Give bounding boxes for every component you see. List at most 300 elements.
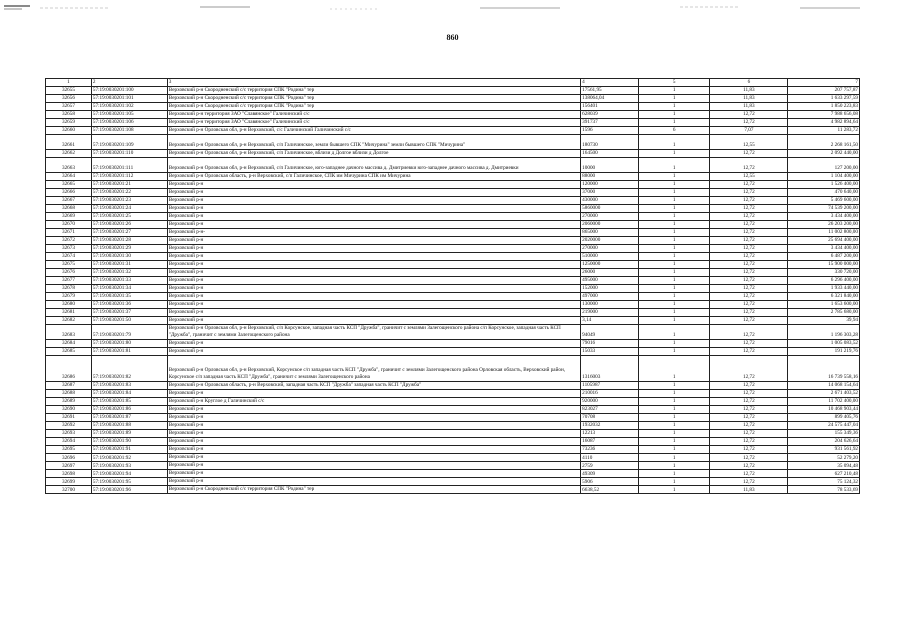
area-value: 6638,52 <box>581 486 639 494</box>
address: Верховский р-н <box>167 268 580 276</box>
table-row <box>46 244 860 252</box>
cadastral-value: 6 487 200,00 <box>788 252 860 260</box>
address: Верховский р-н <box>167 430 580 438</box>
coefficient: 1 <box>638 292 710 300</box>
rate-value: 12,72 <box>710 157 788 172</box>
cadastral-number: 57:19:0030201:88 <box>91 422 167 430</box>
address: Верховский р-н <box>167 220 580 228</box>
rate-value: 12,55 <box>710 172 788 180</box>
area-value: 2020000 <box>581 236 639 244</box>
coefficient: 1 <box>638 454 710 462</box>
rate-value: 11,83 <box>710 102 788 110</box>
col-header-1: 1 <box>46 79 92 87</box>
coefficient: 1 <box>638 110 710 118</box>
address: Верховский р-н Скородненский с/с территория СПК "Родина" тер <box>167 86 580 94</box>
cadastral-value: 3 434 400,00 <box>788 212 860 220</box>
rate-value: 12,72 <box>710 382 788 390</box>
area-value: 130000 <box>581 300 639 308</box>
table-row <box>46 149 860 157</box>
cadastral-number: 57:19:0030201:27 <box>91 228 167 236</box>
address: Верховский р-н <box>167 308 580 316</box>
table-row <box>46 118 860 126</box>
area-value: 2060000 <box>581 220 639 228</box>
area-value: 180730 <box>581 134 639 149</box>
area-value: 164500 <box>581 149 639 157</box>
row-number: 32694 <box>46 438 92 446</box>
cadastral-value: 1 005 083,52 <box>788 340 860 348</box>
coefficient: 1 <box>638 348 710 356</box>
cadastral-number: 57:19:0030201:84 <box>91 390 167 398</box>
address: Верховский р-н <box>167 180 580 188</box>
cadastral-value: 2 268 161,50 <box>788 134 860 149</box>
table-row <box>46 462 860 470</box>
cadastral-value: 2 092 440,00 <box>788 149 860 157</box>
address: Верховский р-н Орловская обл, р-н Верховский, с/п Галичинское, юго-западнее дачного массива д. Дмитриевки юго-западнее дачного массива д. Дмитриевки <box>167 157 580 172</box>
row-number: 32667 <box>46 196 92 204</box>
rate-value: 12,72 <box>710 348 788 356</box>
cadastral-value: 11 283,72 <box>788 126 860 134</box>
cadastral-value: 899 405,76 <box>788 414 860 422</box>
table-row <box>46 260 860 268</box>
coefficient: 1 <box>638 220 710 228</box>
area-value: 156401 <box>581 102 639 110</box>
table-row <box>46 438 860 446</box>
cadastral-number: 57:19:0030201:106 <box>91 118 167 126</box>
coefficient: 1 <box>638 118 710 126</box>
cadastral-number: 57:19:0030201:109 <box>91 134 167 149</box>
address: Верховский р-н <box>167 438 580 446</box>
address: Верховский р-н <box>167 300 580 308</box>
rate-value: 11,83 <box>710 94 788 102</box>
cadastral-value: 204 626,64 <box>788 438 860 446</box>
table-row <box>46 356 860 382</box>
cadastral-number: 57:19:0030201:28 <box>91 236 167 244</box>
cadastral-value: 6 296 400,00 <box>788 276 860 284</box>
coefficient: 1 <box>638 268 710 276</box>
address: Верховский р-н <box>167 196 580 204</box>
row-number: 32685 <box>46 348 92 356</box>
coefficient: 1 <box>638 188 710 196</box>
coefficient: 1 <box>638 196 710 204</box>
row-number: 32656 <box>46 94 92 102</box>
coefficient: 1 <box>638 446 710 454</box>
rate-value: 12,72 <box>710 196 788 204</box>
table-row <box>46 252 860 260</box>
cadastral-value: 1 933 440,00 <box>788 284 860 292</box>
cadastral-value: 1 850 223,83 <box>788 102 860 110</box>
coefficient: 1 <box>638 340 710 348</box>
col-header-5: 5 <box>638 79 710 87</box>
area-value: 70708 <box>581 414 639 422</box>
area-value: 430000 <box>581 196 639 204</box>
cadastral-value: 11 002 800,00 <box>788 228 860 236</box>
cadastral-number: 57:19:0030201:81 <box>91 348 167 356</box>
table-row <box>46 348 860 356</box>
address: Верховский р-н- <box>167 228 580 236</box>
area-value: 17561,95 <box>581 86 639 94</box>
row-number: 32673 <box>46 244 92 252</box>
address: Верховский р-н Орловская обл, р-н Верховский, с/п Галичинское, вблизи д Долгое вблизи д Долгое <box>167 149 580 157</box>
row-number: 32665 <box>46 180 92 188</box>
area-value: 94049 <box>581 325 639 340</box>
rate-value: 12,72 <box>710 446 788 454</box>
table-row <box>46 422 860 430</box>
cadastral-value: 1 653 600,00 <box>788 300 860 308</box>
cadastral-number: 57:19:0030201:108 <box>91 126 167 134</box>
coefficient: 1 <box>638 462 710 470</box>
row-number: 32672 <box>46 236 92 244</box>
row-number: 32690 <box>46 406 92 414</box>
cadastral-value: 7 988 656,08 <box>788 110 860 118</box>
address: Верховский р-н <box>167 260 580 268</box>
cadastral-value: 39,94 <box>788 316 860 324</box>
rate-value: 12,72 <box>710 220 788 228</box>
coefficient: 1 <box>638 134 710 149</box>
cadastral-number: 57:19:0030201:37 <box>91 308 167 316</box>
row-number: 32674 <box>46 252 92 260</box>
rate-value: 12,72 <box>710 390 788 398</box>
rate-value: 12,72 <box>710 325 788 340</box>
rate-value: 12,72 <box>710 470 788 478</box>
cadastral-number: 57:19:0030201:93 <box>91 462 167 470</box>
rate-value: 12,72 <box>710 356 788 382</box>
table-row <box>46 204 860 212</box>
area-value: 49309 <box>581 470 639 478</box>
cadastral-value: 2 785 680,00 <box>788 308 860 316</box>
cadastral-value: 14 068 154,64 <box>788 382 860 390</box>
coefficient: 1 <box>638 284 710 292</box>
area-value: 270000 <box>581 212 639 220</box>
cadastral-number: 57:19:0030201:82 <box>91 356 167 382</box>
cadastral-value: 35 094,48 <box>788 462 860 470</box>
address: Верховский р-н <box>167 252 580 260</box>
cadastral-value: 191 219,76 <box>788 348 860 356</box>
row-number: 32662 <box>46 149 92 157</box>
address: Верховский р-н <box>167 454 580 462</box>
row-number: 32669 <box>46 212 92 220</box>
area-value: 628039 <box>581 110 639 118</box>
table-header-row <box>46 79 860 87</box>
coefficient: 1 <box>638 94 710 102</box>
row-number: 32697 <box>46 462 92 470</box>
coefficient: 1 <box>638 276 710 284</box>
row-number: 32655 <box>46 86 92 94</box>
address: Верховский р-н <box>167 284 580 292</box>
rate-value: 12,72 <box>710 438 788 446</box>
coefficient: 1 <box>638 308 710 316</box>
address: Верховский р-н <box>167 188 580 196</box>
cadastral-number: 57:19:0030201:80 <box>91 340 167 348</box>
cadastral-value: 2 671 403,52 <box>788 390 860 398</box>
rate-value: 12,72 <box>710 188 788 196</box>
rate-value: 12,72 <box>710 228 788 236</box>
row-number: 32700 <box>46 486 92 494</box>
area-value: 12213 <box>581 430 639 438</box>
area-value: 26000 <box>581 268 639 276</box>
rate-value: 7,07 <box>710 126 788 134</box>
cadastral-number: 57:19:0030201:85 <box>91 398 167 406</box>
table-row <box>46 284 860 292</box>
row-number: 32670 <box>46 220 92 228</box>
row-number: 32683 <box>46 325 92 340</box>
area-value: 138064,04 <box>581 94 639 102</box>
coefficient: 1 <box>638 260 710 268</box>
row-number: 32686 <box>46 356 92 382</box>
cadastral-number: 57:19:0030201:50 <box>91 316 167 324</box>
area-value: 3,14 <box>581 316 639 324</box>
row-number: 32661 <box>46 134 92 149</box>
rate-value: 12,55 <box>710 134 788 149</box>
cadastral-number: 57:19:0030201:101 <box>91 94 167 102</box>
coefficient: 1 <box>638 316 710 324</box>
row-number: 32666 <box>46 188 92 196</box>
coefficient: 1 <box>638 180 710 188</box>
coefficient: 1 <box>638 398 710 406</box>
cadastral-value: 52 279,20 <box>788 454 860 462</box>
coefficient: 1 <box>638 325 710 340</box>
cadastral-number: 57:19:0030201:89 <box>91 430 167 438</box>
cadastral-value: 931 561,92 <box>788 446 860 454</box>
cadastral-value: 1 196 303,28 <box>788 325 860 340</box>
address: Верховский р-н Орловская обл, р-н Верховский, с/п Галичинское, земли бывшего СПК "Мичурина" земли бывшего СПК "Мичурина" <box>167 134 580 149</box>
area-value: 920000 <box>581 398 639 406</box>
table-row <box>46 110 860 118</box>
cadastral-number: 57:19:0030201:94 <box>91 470 167 478</box>
coefficient: 1 <box>638 438 710 446</box>
area-value: 1316003 <box>581 356 639 382</box>
address: Верховский р-н Орловская обл, р-н Верховский, Корсунское с/п западная часть КСП "Дружба", граничит с землями Залегощенского района Орловская область, Верховский район, Корсунское с/п западная часть КСП "Дружба", граничит с землями Залегощенского района <box>167 356 580 382</box>
address: Верховский р-н <box>167 340 580 348</box>
rate-value: 12,72 <box>710 149 788 157</box>
rate-value: 12,72 <box>710 406 788 414</box>
address: Верховский р-н Круглое д Галичинский с/с <box>167 398 580 406</box>
table-row <box>46 228 860 236</box>
rate-value: 12,72 <box>710 292 788 300</box>
row-number: 32680 <box>46 300 92 308</box>
address: Верховский р-н Скородненский с/с территория СПК "Родина" тер <box>167 102 580 110</box>
address: Верховский р-н <box>167 236 580 244</box>
area-value: 865000 <box>581 228 639 236</box>
table-row <box>46 382 860 390</box>
cadastral-number: 57:19:0030201:79 <box>91 325 167 340</box>
cadastral-number: 57:19:0030201:29 <box>91 244 167 252</box>
cadastral-value: 11 702 400,00 <box>788 398 860 406</box>
address: Верховский р-н <box>167 478 580 486</box>
table-row <box>46 86 860 94</box>
table-row <box>46 430 860 438</box>
row-number: 32664 <box>46 172 92 180</box>
rate-value: 12,72 <box>710 478 788 486</box>
table-row <box>46 470 860 478</box>
table-row <box>46 276 860 284</box>
table-row <box>46 188 860 196</box>
coefficient: 1 <box>638 382 710 390</box>
rate-value: 12,72 <box>710 300 788 308</box>
cadastral-number: 57:19:0030201:86 <box>91 406 167 414</box>
row-number: 32688 <box>46 390 92 398</box>
cadastral-number: 57:19:0030201:31 <box>91 260 167 268</box>
row-number: 32691 <box>46 414 92 422</box>
cadastral-number: 57:19:0030201:32 <box>91 268 167 276</box>
table-row <box>46 196 860 204</box>
scan-header-marks <box>0 0 905 30</box>
table-row <box>46 157 860 172</box>
area-value: 120000 <box>581 180 639 188</box>
coefficient: 1 <box>638 149 710 157</box>
col-header-4: 4 <box>581 79 639 87</box>
cadastral-value: 127 200,00 <box>788 157 860 172</box>
coefficient: 1 <box>638 390 710 398</box>
address: Верховский р-н <box>167 446 580 454</box>
area-value: 4110 <box>581 454 639 462</box>
area-value: 37000 <box>581 188 639 196</box>
area-value: 10000 <box>581 157 639 172</box>
cadastral-value: 207 757,87 <box>788 86 860 94</box>
cadastral-number: 57:19:0030201:36 <box>91 300 167 308</box>
address: Верховский р-н Орловская обл, р-н Верховский, с/п Корсунское, западная часть КСП "Дружба", граничит с землями Залегощенского района с/п Корсунское, западная часть КСП "Дружба", граничит с землями Залегощенского района <box>167 325 580 340</box>
cadastral-number: 57:19:0030201:105 <box>91 110 167 118</box>
table-row <box>46 94 860 102</box>
cadastral-value: 470 640,00 <box>788 188 860 196</box>
table-row <box>46 486 860 494</box>
address: Верховский р-н <box>167 406 580 414</box>
rate-value: 12,72 <box>710 118 788 126</box>
row-number: 32699 <box>46 478 92 486</box>
cadastral-value: 1 526 400,00 <box>788 180 860 188</box>
table-row <box>46 390 860 398</box>
coefficient: 1 <box>638 204 710 212</box>
col-header-2: 2 <box>91 79 167 87</box>
row-number: 32668 <box>46 204 92 212</box>
table-row <box>46 406 860 414</box>
coefficient: 1 <box>638 212 710 220</box>
cadastral-number: 57:19:0030201:35 <box>91 292 167 300</box>
row-number: 32675 <box>46 260 92 268</box>
area-value: 495000 <box>581 276 639 284</box>
row-number: 32693 <box>46 430 92 438</box>
cadastral-number: 57:19:0030201:21 <box>91 180 167 188</box>
area-value: 391737 <box>581 118 639 126</box>
area-value: 16087 <box>581 438 639 446</box>
area-value: 1932032 <box>581 422 639 430</box>
table-row <box>46 292 860 300</box>
row-number: 32658 <box>46 110 92 118</box>
coefficient: 1 <box>638 228 710 236</box>
area-value: 1250000 <box>581 260 639 268</box>
col-header-7: 7 <box>788 79 860 87</box>
cadastral-number: 57:19:0030201:33 <box>91 276 167 284</box>
cadastral-number: 57:19:0030201:30 <box>91 252 167 260</box>
rate-value: 12,72 <box>710 462 788 470</box>
area-value: 2759 <box>581 462 639 470</box>
area-value: 497000 <box>581 292 639 300</box>
rate-value: 11,83 <box>710 86 788 94</box>
coefficient: 1 <box>638 300 710 308</box>
cadastral-value: 1 104 400,00 <box>788 172 860 180</box>
coefficient: 1 <box>638 236 710 244</box>
row-number: 32671 <box>46 228 92 236</box>
row-number: 32660 <box>46 126 92 134</box>
area-value: 88000 <box>581 172 639 180</box>
rate-value: 12,72 <box>710 398 788 406</box>
address: Верховский р-н <box>167 422 580 430</box>
rate-value: 12,72 <box>710 236 788 244</box>
address: Верховский р-н <box>167 212 580 220</box>
table-row <box>46 446 860 454</box>
rate-value: 12,72 <box>710 284 788 292</box>
address: Верховский р-н <box>167 316 580 324</box>
table-row <box>46 220 860 228</box>
cadastral-number: 57:19:0030201:87 <box>91 414 167 422</box>
table-row <box>46 325 860 340</box>
rate-value: 12,72 <box>710 430 788 438</box>
coefficient: 1 <box>638 86 710 94</box>
address: Верховский р-н территория ЗАО "Славянское" Галичинский с/с <box>167 118 580 126</box>
page-number: 860 <box>446 33 459 42</box>
table-row <box>46 454 860 462</box>
coefficient: 1 <box>638 244 710 252</box>
table-row <box>46 236 860 244</box>
cadastral-value: 15 900 000,00 <box>788 260 860 268</box>
cadastral-value: 25 694 400,00 <box>788 236 860 244</box>
row-number: 32678 <box>46 284 92 292</box>
coefficient: 1 <box>638 406 710 414</box>
area-value: 79016 <box>581 340 639 348</box>
area-value: 219000 <box>581 308 639 316</box>
cadastral-number: 57:19:0030201:102 <box>91 102 167 110</box>
address: Верховский р-н Скородненский с/с территория СПК "Родина" тер <box>167 486 580 494</box>
row-number: 32682 <box>46 316 92 324</box>
cadastral-number: 57:19:0030201:83 <box>91 382 167 390</box>
address: Верховский р-н <box>167 244 580 252</box>
address: Верховский р-н Орловская область, р-н Верховский, с/п Галичинское, СПК им Мичурина СПК им Мичурина <box>167 172 580 180</box>
cadastral-value: 330 720,00 <box>788 268 860 276</box>
address: Верховский р-н <box>167 348 580 356</box>
area-value: 270000 <box>581 244 639 252</box>
cadastral-table <box>45 78 860 494</box>
address: Верховский р-н территория ЗАО "Славянское" Галичинский с/с <box>167 110 580 118</box>
cadastral-value: 4 982 894,64 <box>788 118 860 126</box>
rate-value: 12,72 <box>710 422 788 430</box>
cadastral-value: 1 633 297,59 <box>788 94 860 102</box>
rate-value: 12,72 <box>710 252 788 260</box>
cadastral-number: 57:19:0030201:95 <box>91 478 167 486</box>
address: Верховский р-н Скородненский с/с территория СПК "Родина" тер <box>167 94 580 102</box>
table-row <box>46 126 860 134</box>
cadastral-value: 10 468 903,44 <box>788 406 860 414</box>
cadastral-value: 627 210,48 <box>788 470 860 478</box>
table-row <box>46 212 860 220</box>
row-number: 32695 <box>46 446 92 454</box>
table-row <box>46 340 860 348</box>
col-header-6: 6 <box>710 79 788 87</box>
area-value: 1596 <box>581 126 639 134</box>
cadastral-number: 57:19:0030201:91 <box>91 446 167 454</box>
rate-value: 12,72 <box>710 316 788 324</box>
area-value: 5906 <box>581 478 639 486</box>
table-row <box>46 478 860 486</box>
coefficient: 1 <box>638 430 710 438</box>
coefficient: 1 <box>638 486 710 494</box>
row-number: 32689 <box>46 398 92 406</box>
row-number: 32679 <box>46 292 92 300</box>
rate-value: 12,72 <box>710 260 788 268</box>
cadastral-number: 57:19:0030201:90 <box>91 438 167 446</box>
cadastral-value: 75 124,32 <box>788 478 860 486</box>
coefficient: 1 <box>638 414 710 422</box>
cadastral-number: 57:19:0030201:100 <box>91 86 167 94</box>
rate-value: 12,72 <box>710 268 788 276</box>
